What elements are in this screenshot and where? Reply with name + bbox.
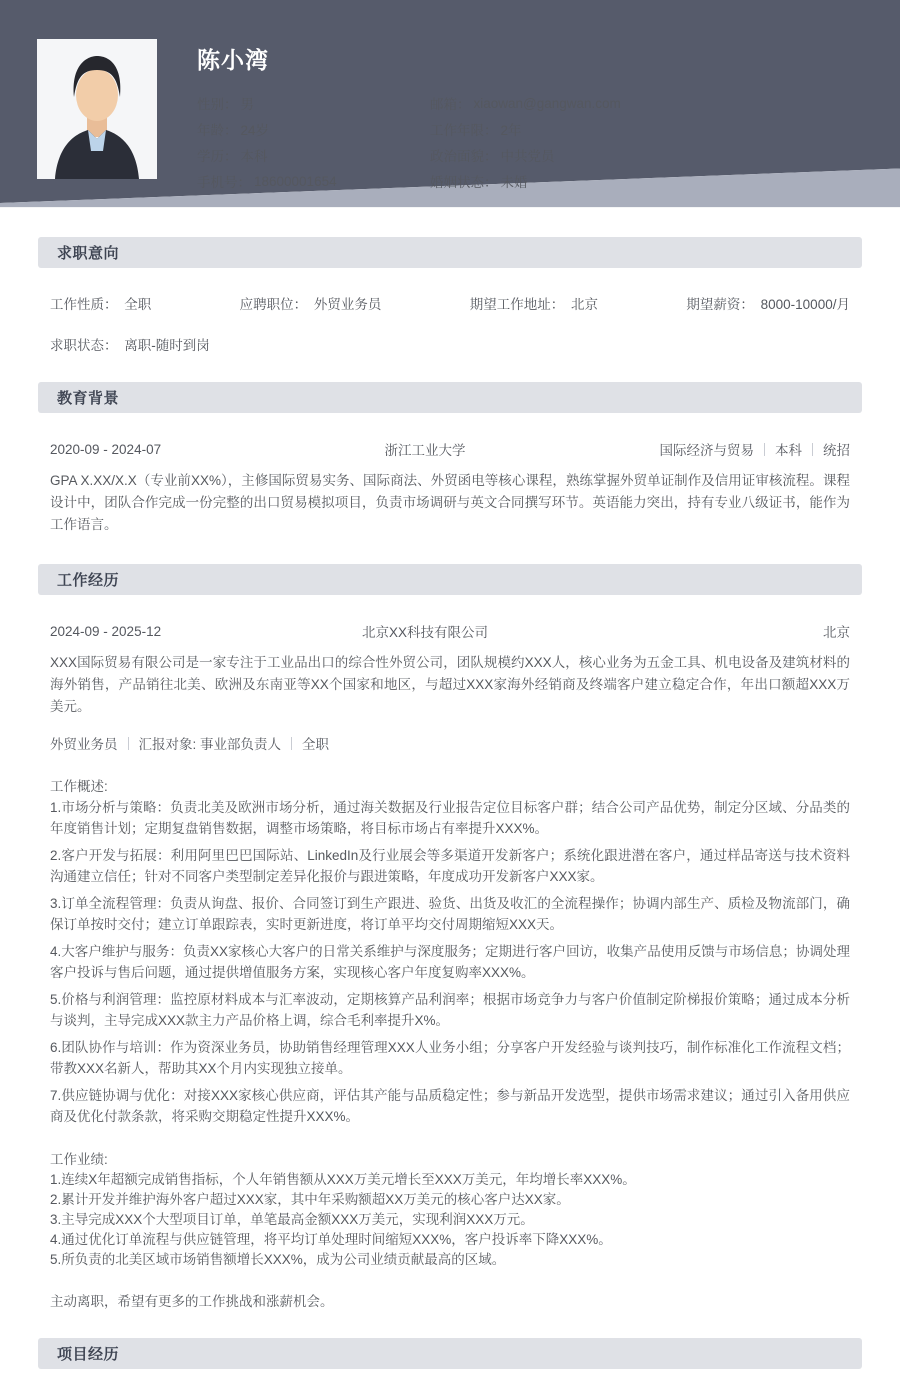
work-company: 北京XX科技有限公司 (361, 625, 488, 640)
header-field (197, 142, 430, 168)
resume-header (0, 0, 900, 208)
section-header-education (38, 382, 862, 413)
field-value: 未婚 (500, 175, 528, 190)
work-period: 2024-09 - 2025-12 (50, 623, 162, 639)
work-overview-item: 4.大客户维护与服务：负责XX家核心大客户的日常关系维护与深度服务；定期进行客户回访，收集产品使用反馈与市场信息；协调处理客户投诉与售后问题，通过提供增值服务方案，实现核心客户年度复购率XXX%。 (50, 944, 850, 980)
intent-field (50, 334, 210, 354)
work-achievement-list (50, 1170, 850, 1270)
job-intent-section (50, 237, 850, 354)
field-value: 全职 (124, 297, 152, 312)
education-period: 2020-09 - 2024-07 (50, 441, 162, 457)
field-value: 外贸业务员 (313, 297, 382, 312)
work-overview-block (50, 776, 850, 1127)
field-value: 男 (240, 97, 254, 112)
education-school: 浙江工业大学 (384, 443, 466, 458)
work-meta-row (50, 621, 850, 641)
work-job-type: 全职 (302, 737, 330, 752)
work-overview-item: 1.市场分析与策略：负责北美及欧洲市场分析，通过海关数据及行业报告定位目标客户群；结合公司产品优势，制定分区域、分品类的年度销售计划；定期复盘销售数据，调整市场策略，将目标市场占有率提升XXX%。 (50, 800, 850, 836)
education-degree-group (550, 439, 850, 459)
work-overview-title: 工作概述: (50, 779, 108, 794)
education-degree: 本科 (775, 443, 802, 458)
work-achievement-item: 4.通过优化订单流程与供应链管理，将平均订单处理时间缩短XXX%，客户投诉率下降XXX%。 (50, 1232, 612, 1247)
header-fields (197, 90, 860, 194)
work-achievement-item: 3.主导完成XXX个大型项目订单，单笔最高金额XXX万美元，实现利润XXX万元。 (50, 1212, 534, 1227)
work-overview-item: 6.团队协作与培训：作为资深业务员，协助销售经理管理XXX人业务小组；分享客户开发经验与谈判技巧，制作标准化工作流程文档；带教XXX名新人，帮助其XX个月内实现独立接单。 (50, 1040, 850, 1076)
education-enroll-type: 统招 (823, 443, 850, 458)
education-meta-row (50, 439, 850, 459)
work-achievement-item: 5.所负责的北美区域市场销售额增长XXX%，成为公司业绩贡献最高的区域。 (50, 1252, 506, 1267)
work-overview-item: 5.价格与利润管理：监控原材料成本与汇率波动，定期核算产品利润率；根据市场竞争力与客户价值制定阶梯报价策略；通过成本分析与谈判，主导完成XXX款主力产品价格上调，综合毛利率提升X%。 (50, 992, 850, 1028)
header-fields-left (197, 90, 430, 194)
work-achievement-item: 1.连续X年超额完成销售指标，个人年销售额从XXX万美元增长至XXX万美元，年均增长率XXX%。 (50, 1172, 636, 1187)
person-portrait-icon (37, 39, 157, 179)
field-label: 期望工作地址： (469, 297, 565, 312)
field-label: 应聘职位： (239, 297, 308, 312)
intent-field (686, 293, 850, 313)
section-title: 工作经历 (57, 572, 120, 589)
field-label: 手机号： (197, 175, 251, 190)
work-overview-item: 7.供应链协调与优化：对接XXX家核心供应商，评估其产能与品质稳定性；参与新品开发选型，提供市场需求建议；通过引入备用供应商及优化付款条款，将采购交期稳定性提升XXX%。 (50, 1088, 850, 1124)
profile-photo (37, 39, 157, 179)
field-value: 中共党员 (500, 149, 555, 164)
section-header-job-intent (38, 237, 862, 268)
field-label: 学历： (197, 149, 238, 164)
header-field (430, 168, 621, 194)
section-header-project (38, 1338, 862, 1369)
work-report-to: 汇报对象: 事业部负责人 (138, 737, 282, 752)
work-overview-item: 2.客户开发与拓展：利用阿里巴巴国际站、LinkedIn及行业展会等多渠道开发新客户；系统化跟进潜在客户，通过样品寄送与技术资料沟通建立信任；针对不同客户类型制定差异化报价与跟进策略，年度成功开发新客户XXX家。 (50, 848, 850, 884)
header-field (430, 116, 621, 142)
field-label: 工作性质： (50, 297, 118, 312)
field-value: 18600001654 (254, 173, 337, 189)
section-title: 求职意向 (57, 245, 120, 262)
work-location: 北京 (823, 625, 850, 640)
company-intro: XXX国际贸易有限公司是一家专注于工业品出口的综合性外贸公司，团队规模约XXX人，核心业务为五金工具、机电设备及建筑材料的海外销售，产品销往北美、欧洲及东南亚等XX个国家和地区，与超过XXX家海外经销商及终端客户建立稳定合作，年出口额超XXX万美元。 (50, 655, 850, 714)
field-value: 本科 (240, 149, 268, 164)
education-description: GPA X.XX/X.X（专业前XX%），主修国际贸易实务、国际商法、外贸函电等核心课程，熟练掌握外贸单证制作及信用证审核流程。课程设计中，团队合作完成一份完整的出口贸易模拟项目，负责市场调研与英文合同撰写环节。英语能力突出，持有专业八级证书，能作为工作语言。 (50, 473, 850, 532)
leave-reason: 主动离职，希望有更多的工作挑战和涨薪机会。 (50, 1294, 334, 1309)
work-achievement-block (50, 1149, 850, 1270)
section-title: 项目经历 (57, 1346, 120, 1363)
divider (764, 443, 765, 456)
field-value: 24岁 (240, 123, 270, 138)
intent-field (470, 293, 598, 313)
field-label: 期望薪资： (686, 297, 754, 312)
field-value: xiaowan@gangwan.com (473, 95, 621, 111)
education-major: 国际经济与贸易 (659, 443, 754, 458)
header-field (197, 168, 430, 194)
header-field (430, 142, 621, 168)
field-label: 工作年限： (430, 123, 498, 138)
field-value: 2年 (500, 123, 522, 138)
divider (291, 737, 292, 750)
work-achievement-title: 工作业绩: (50, 1152, 108, 1167)
header-fields-right (430, 90, 621, 194)
divider (812, 443, 813, 456)
job-intent-row-1 (50, 293, 850, 313)
header-field (430, 90, 621, 116)
work-achievement-item: 2.累计开发并维护海外客户超过XXX家，其中年采购额超XX万美元的核心客户达XX家。 (50, 1192, 570, 1207)
header-info (197, 42, 860, 194)
field-value: 北京 (571, 297, 599, 312)
work-experience-section (50, 564, 850, 1310)
field-label: 婚姻状态： (430, 175, 498, 190)
field-label: 年龄： (197, 123, 238, 138)
work-overview-list (50, 797, 850, 1127)
divider (128, 737, 129, 750)
work-position: 外贸业务员 (50, 737, 118, 752)
resume-body (0, 237, 900, 1389)
project-experience-section (50, 1338, 850, 1369)
header-field (197, 116, 430, 142)
education-section (50, 382, 850, 536)
section-title: 教育背景 (57, 390, 120, 407)
section-header-work (38, 564, 862, 595)
intent-field (240, 293, 382, 313)
position-line (50, 733, 850, 753)
field-value: 8000-10000/月 (760, 297, 850, 312)
field-label: 求职状态： (50, 338, 118, 353)
job-intent-row-2 (50, 334, 850, 354)
candidate-name: 陈小湾 (197, 47, 269, 73)
field-label: 政治面貌： (430, 149, 498, 164)
field-label: 性别： (197, 97, 238, 112)
field-value: 离职-随时到岗 (124, 338, 210, 353)
work-overview-item: 3.订单全流程管理：负责从询盘、报价、合同签订到生产跟进、验货、出货及收汇的全流程操作；协调内部生产、质检及物流部门，确保订单按时交付；建立订单跟踪表，实时更新进度，将订单平均交付周期缩短XXX天。 (50, 896, 850, 932)
header-field (197, 90, 430, 116)
field-label: 邮箱： (430, 97, 471, 112)
intent-field (50, 293, 151, 313)
